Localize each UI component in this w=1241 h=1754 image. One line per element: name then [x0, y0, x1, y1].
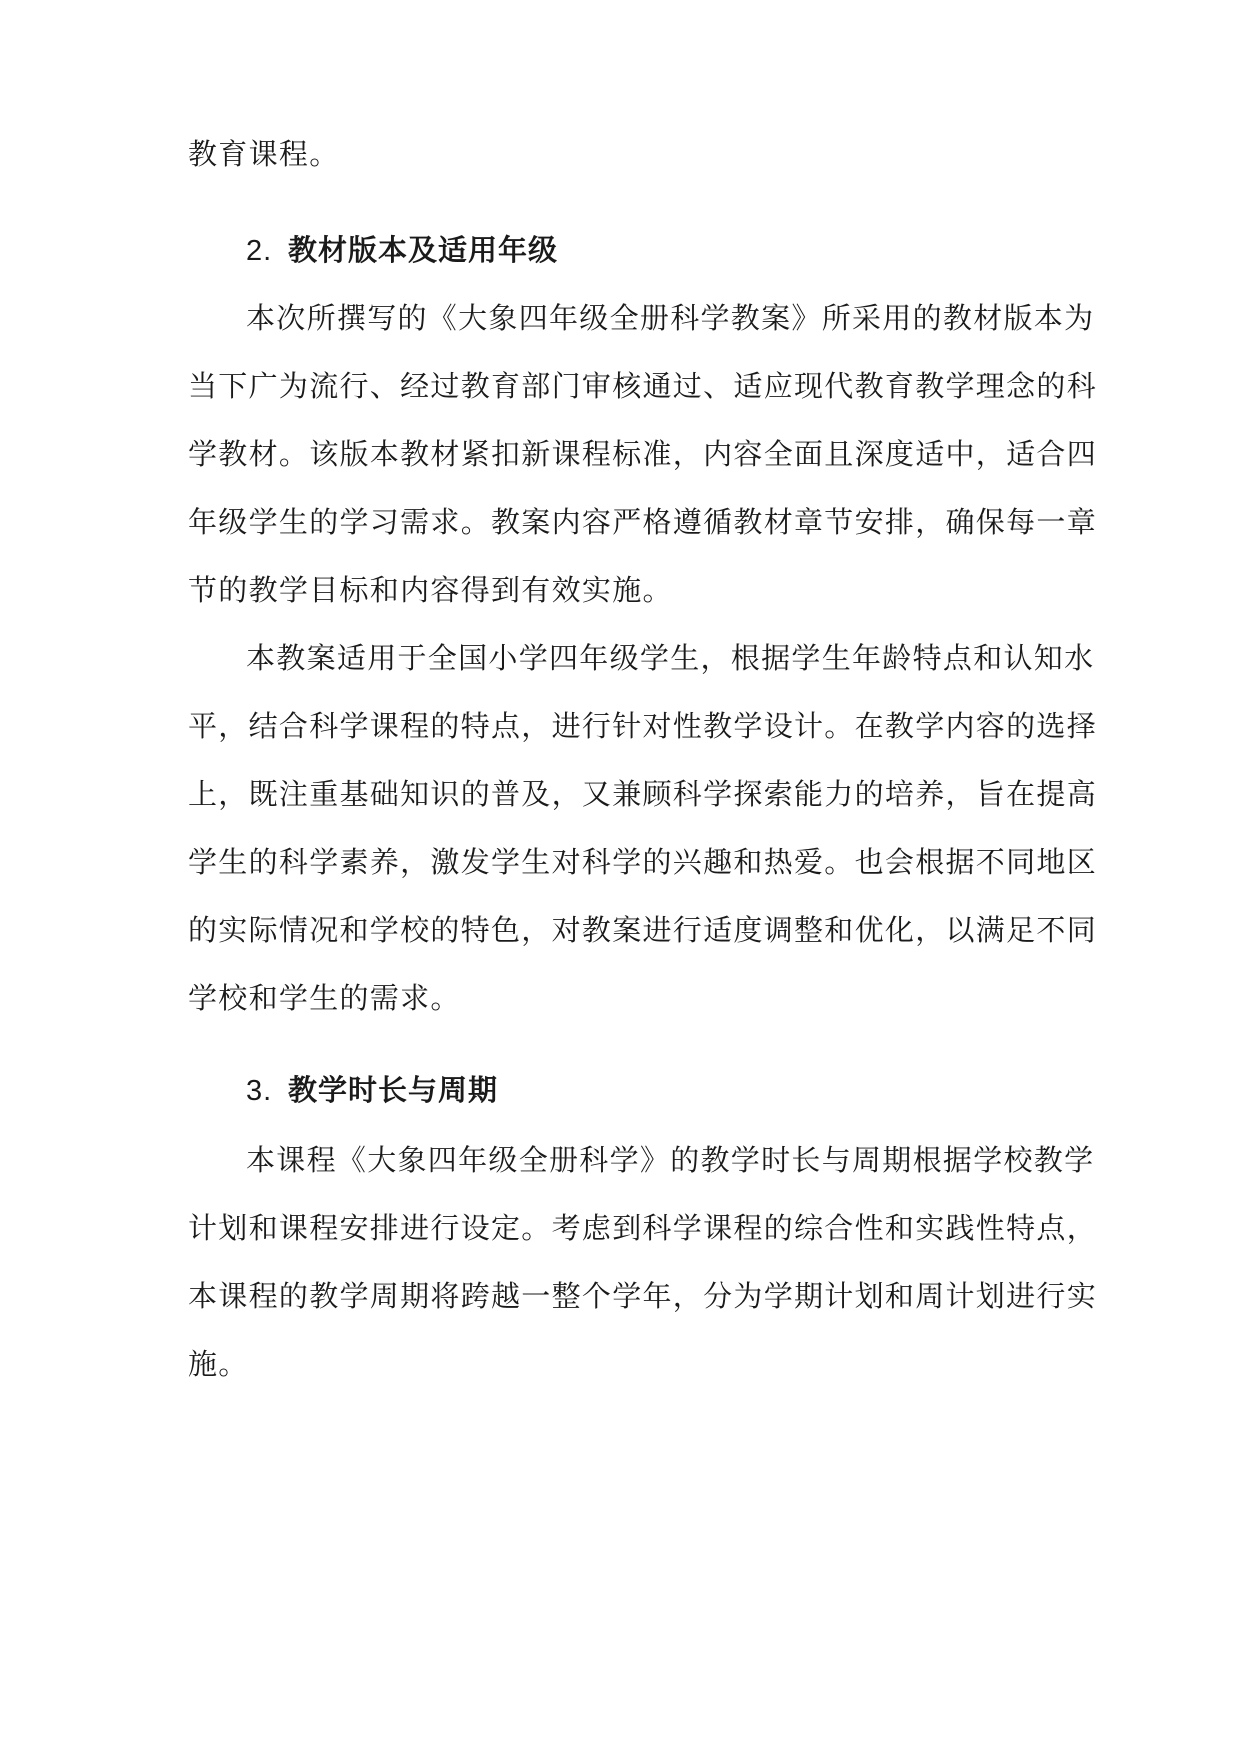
section-3-heading — [246, 1070, 498, 1110]
paragraph-line: 本次所撰写的《大象四年级全册科学教案》所采用的教材版本为 — [246, 301, 1095, 335]
paragraph-line: 施。 — [188, 1347, 249, 1381]
paragraph-line: 计划和课程安排进行设定。考虑到科学课程的综合性和实践性特点， — [188, 1211, 1098, 1245]
paragraph-line: 学校和学生的需求。 — [188, 981, 461, 1015]
paragraph-line: 节的教学目标和内容得到有效实施。 — [188, 573, 673, 607]
paragraph-line: 本课程《大象四年级全册科学》的教学时长与周期根据学校教学 — [246, 1143, 1095, 1177]
section-2-heading — [246, 230, 558, 270]
paragraph-line: 的实际情况和学校的特色，对教案进行适度调整和优化，以满足不同 — [188, 913, 1098, 947]
section-2-number: 2. — [246, 235, 273, 267]
paragraph-line: 学教材。该版本教材紧扣新课程标准，内容全面且深度适中，适合四 — [188, 437, 1098, 471]
paragraph-line: 年级学生的学习需求。教案内容严格遵循教材章节安排，确保每一章 — [188, 505, 1098, 539]
section-2-title: 教材版本及适用年级 — [288, 233, 559, 267]
intro-tail-line: 教育课程。 — [188, 137, 340, 171]
paragraph-line: 本教案适用于全国小学四年级学生，根据学生年龄特点和认知水 — [246, 641, 1095, 675]
paragraph-line: 当下广为流行、经过教育部门审核通过、适应现代教育教学理念的科 — [188, 369, 1098, 403]
paragraph-line: 平，结合科学课程的特点，进行针对性教学设计。在教学内容的选择 — [188, 709, 1098, 743]
paragraph-line: 学生的科学素养，激发学生对科学的兴趣和热爱。也会根据不同地区 — [188, 845, 1098, 879]
section-3-number: 3. — [246, 1075, 273, 1107]
section-3-title: 教学时长与周期 — [288, 1073, 499, 1107]
paragraph-line: 本课程的教学周期将跨越一整个学年，分为学期计划和周计划进行实 — [188, 1279, 1098, 1313]
paragraph-line: 上，既注重基础知识的普及，又兼顾科学探索能力的培养，旨在提高 — [188, 777, 1098, 811]
